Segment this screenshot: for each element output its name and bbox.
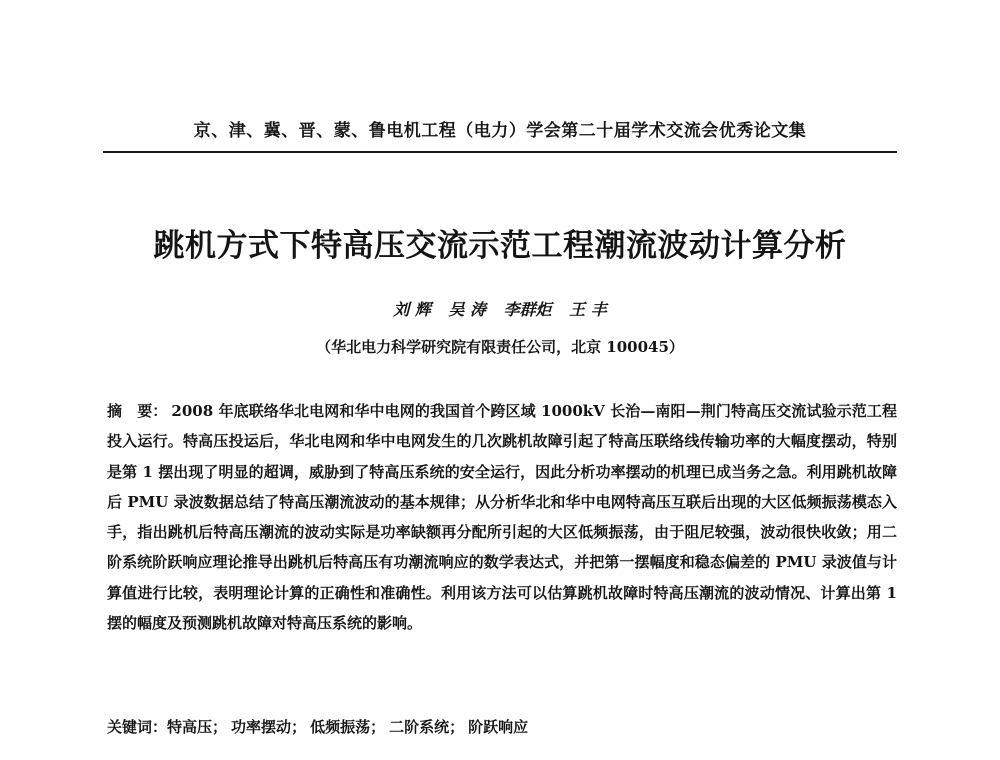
author-list bbox=[0, 297, 1000, 320]
keyword-item: 二阶系统 bbox=[389, 718, 450, 736]
paper-title: 跳机方式下特高压交流示范工程潮流波动计算分析 bbox=[153, 228, 847, 264]
keywords bbox=[107, 716, 897, 737]
keyword-item: 低频振荡 bbox=[310, 718, 371, 736]
keyword-separator: ； bbox=[449, 718, 465, 736]
keywords-label: 关键词： bbox=[107, 718, 168, 736]
keyword-separator: ； bbox=[291, 718, 307, 736]
author-name: 王 丰 bbox=[569, 300, 607, 319]
keyword-item: 阶跃响应 bbox=[468, 718, 529, 736]
author-name: 吴 涛 bbox=[448, 300, 486, 319]
affiliation: （华北电力科学研究院有限责任公司，北京 100045） bbox=[316, 338, 684, 356]
abstract-text: 2008 年底联络华北电网和华中电网的我国首个跨区域 1000kV 长治—南阳—荆门特高压交流试验示范工程投入运行。特高压投运后，华北电网和华中电网发生的几次跳机故障引起了特高压联络线传输功率的大幅度摆动，特别是第 1 摆出现了明显的超调，威胁到了特高压系统的安全运行，因此分析功率摆动的机理已成当务之急。利用跳机故障后 PMU 录波数据总结了特高压潮流波动的基本规律；从分析华北和华中电网特高压互联后出现的大区低频振荡模态入手，指出跳机后特高压潮流的波动实际是功率缺额再分配所引起的大区低频振荡，由于阻尼较强，波动很快收敛；用二阶系统阶跃响应理论推导出跳机后特高压有功潮流响应的数学表达式，并把第一摆幅度和稳态偏差的 PMU 录波值与计算值进行比较，表明理论计算的正确性和准确性。利用该方法可以估算跳机故障时特高压潮流的波动情况、计算出第 1 摆的幅度及预测跳机故障对特高压系统的影响。 bbox=[107, 402, 897, 633]
keyword-item: 特高压 bbox=[167, 718, 213, 736]
abstract bbox=[107, 396, 897, 638]
journal-header: 京、津、冀、晋、蒙、鲁电机工程（电力）学会第二十届学术交流会优秀论文集 bbox=[193, 121, 807, 141]
author-name: 李群炬 bbox=[503, 300, 552, 319]
author-name: 刘 辉 bbox=[393, 300, 431, 319]
keyword-separator: ； bbox=[370, 718, 386, 736]
keyword-separator: ； bbox=[212, 718, 228, 736]
abstract-label: 摘 要： bbox=[107, 402, 168, 420]
header-rule bbox=[103, 151, 897, 153]
keyword-item: 功率摆动 bbox=[231, 718, 292, 736]
